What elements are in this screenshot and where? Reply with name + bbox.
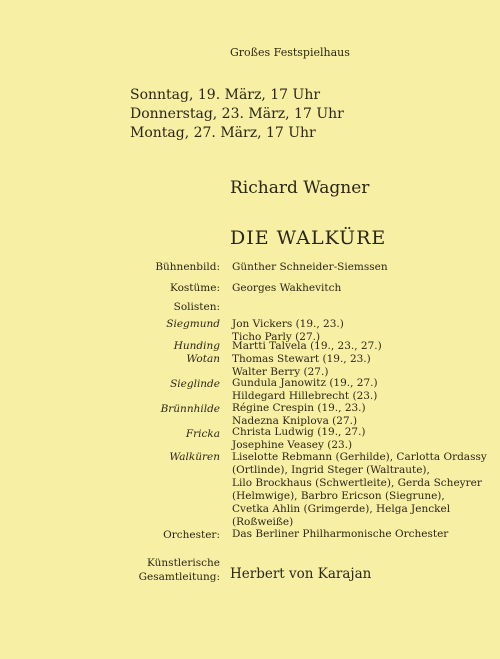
role-name-fricka: Fricka xyxy=(185,428,220,440)
cast-line: Ticho Parly (27.) xyxy=(232,331,321,343)
cast-line: Thomas Stewart (19., 23.) xyxy=(232,353,371,365)
credit-label-kostueme: Kostüme: xyxy=(170,282,220,294)
cast-hunding xyxy=(232,340,382,353)
cast-wotan xyxy=(232,353,371,379)
cast-walkueren xyxy=(232,451,487,529)
cast-bruennhilde xyxy=(232,402,366,428)
conductor-name: Herbert von Karajan xyxy=(230,566,372,582)
credit-value-buehnenbild: Günther Schneider-Siemssen xyxy=(232,261,388,273)
cast-line: (Helmwige), Barbro Ericson (Siegrune), xyxy=(232,490,445,502)
role-name-bruennhilde: Brünnhilde xyxy=(160,403,220,415)
cast-line: Jon Vickers (19., 23.) xyxy=(232,318,344,330)
cast-line: (Ortlinde), Ingrid Steger (Waltraute), xyxy=(232,464,430,476)
cast-sieglinde xyxy=(232,377,378,403)
cast-line: Gundula Janowitz (19., 27.) xyxy=(232,377,378,389)
cast-line: Régine Crespin (19., 23.) xyxy=(232,402,366,414)
credit-value-kostueme: Georges Wakhevitch xyxy=(232,282,342,294)
conductor-label xyxy=(100,556,220,584)
role-name-wotan: Wotan xyxy=(186,353,220,365)
orchestra-label: Orchester: xyxy=(163,529,220,541)
venue-heading: Großes Festspielhaus xyxy=(230,46,350,59)
soloists-label: Solisten: xyxy=(173,301,220,313)
opera-title: DIE WALKÜRE xyxy=(230,227,387,249)
cast-line: Lilo Brockhaus (Schwertleite), Gerda Scheyrer xyxy=(232,477,482,489)
conductor-label-line: Gesamtleitung: xyxy=(138,571,220,583)
cast-line: Walter Berry (27.) xyxy=(232,366,329,378)
role-name-siegmund: Siegmund xyxy=(166,318,220,330)
cast-line: Martti Talvela (19., 23., 27.) xyxy=(232,340,382,352)
cast-line: Christa Ludwig (19., 27.) xyxy=(232,426,366,438)
performance-date: Montag, 27. März, 17 Uhr xyxy=(130,125,316,141)
cast-line: Josephine Veasey (23.) xyxy=(232,439,353,451)
performance-date: Donnerstag, 23. März, 17 Uhr xyxy=(130,106,344,122)
cast-line: Nadezna Kniplova (27.) xyxy=(232,415,358,427)
credit-label-buehnenbild: Bühnenbild: xyxy=(155,261,220,273)
cast-line: Liselotte Rebmann (Gerhilde), Carlotta Ordassy xyxy=(232,451,487,463)
cast-fricka xyxy=(232,426,366,452)
orchestra-name: Das Berliner Philharmonische Orchester xyxy=(232,528,449,540)
conductor-label-line: Künstlerische xyxy=(147,557,220,569)
cast-line: Cvetka Ahlin (Grimgerde), Helga Jenckel xyxy=(232,503,451,515)
performance-date: Sonntag, 19. März, 17 Uhr xyxy=(130,87,321,103)
role-name-walkueren: Walküren xyxy=(169,451,220,463)
cast-line: (Roßweiße) xyxy=(232,516,294,528)
role-name-hunding: Hunding xyxy=(173,340,220,352)
composer-name: Richard Wagner xyxy=(230,178,370,198)
role-name-sieglinde: Sieglinde xyxy=(170,378,220,390)
cast-line: Hildegard Hillebrecht (23.) xyxy=(232,390,378,402)
